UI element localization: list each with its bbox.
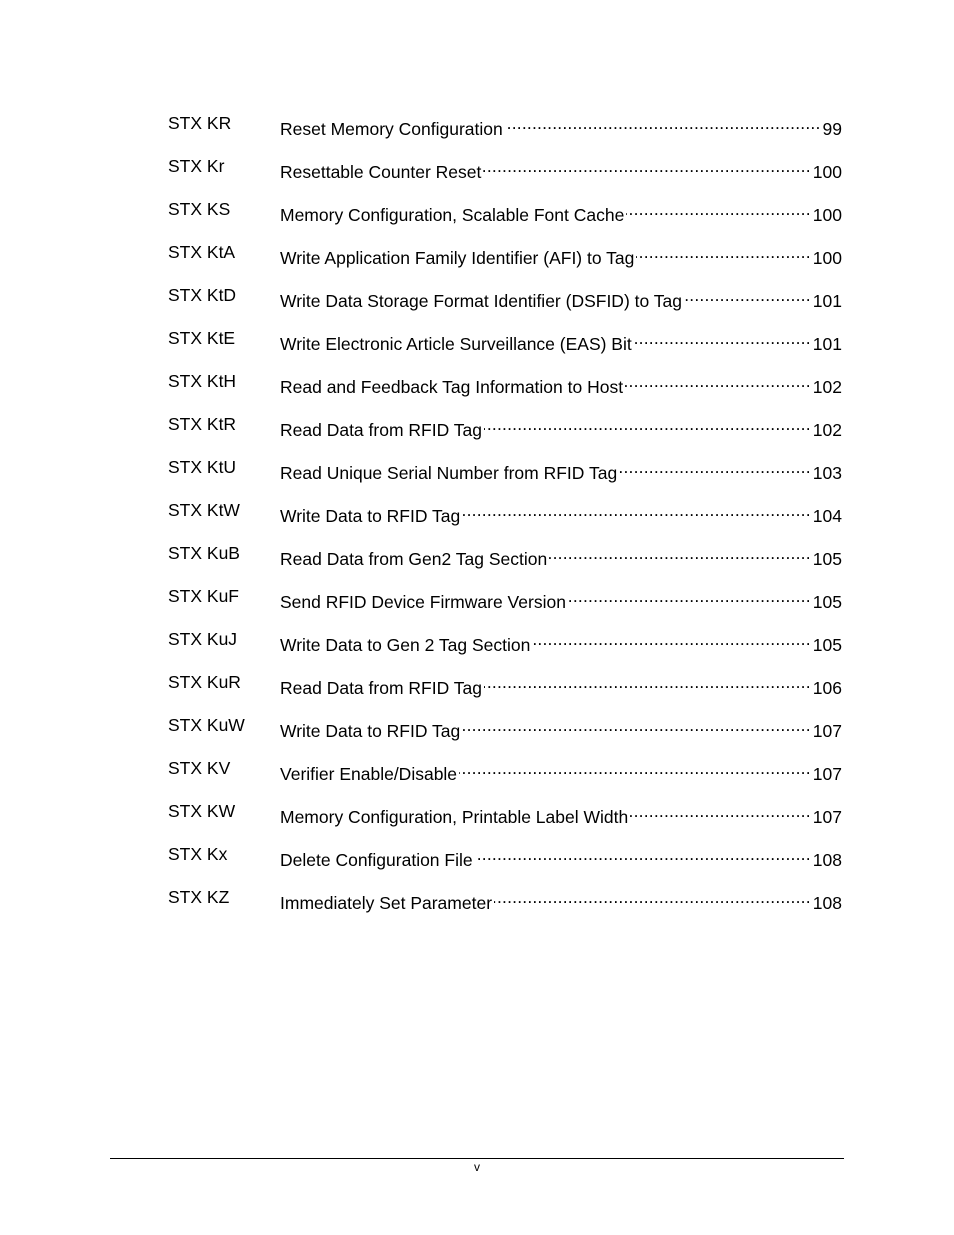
toc-page-number: 100 [812,162,842,182]
toc-row[interactable] [168,713,842,741]
toc-row[interactable] [168,584,842,612]
toc-entry-link[interactable] [280,197,842,227]
toc-entry-title: Delete Configuration File [280,850,473,870]
toc-page-number: 107 [812,721,842,741]
toc-row[interactable] [168,240,842,268]
toc-entry-title: Resettable Counter Reset [280,162,482,182]
dot-leader [483,154,810,178]
dot-leader [625,369,811,393]
toc-page-number: 101 [812,334,842,354]
toc-row[interactable] [168,885,842,913]
toc-page-number: 101 [812,291,842,311]
toc-command-code: STX KuJ [168,629,238,649]
footer-page-number: v [474,1160,480,1174]
toc-page-number: 108 [812,893,842,913]
toc-row[interactable] [168,842,842,870]
toc-command-code: STX KZ [168,887,230,907]
toc-command-code: STX KR [168,113,232,133]
toc-row[interactable] [168,412,842,440]
toc-page-number: 108 [812,850,842,870]
toc-entry-title: Memory Configuration, Printable Label Width [280,807,629,827]
dot-leader [505,111,821,135]
toc-entry-link[interactable] [280,154,842,184]
toc-page-number: 100 [812,205,842,225]
toc-command-code: STX KtA [168,242,236,262]
toc-entry-title: Send RFID Device Firmware Version [280,592,566,612]
toc-page-number: 99 [822,119,842,139]
toc-row[interactable] [168,627,842,655]
toc-command-code: STX KuR [168,672,241,692]
toc-row[interactable] [168,283,842,311]
toc-row[interactable] [168,455,842,483]
dot-leader [462,713,811,737]
toc-entry-link[interactable] [280,412,842,442]
toc-entry-link[interactable] [280,799,842,829]
dot-leader [532,627,810,651]
toc-entry-link[interactable] [280,713,842,743]
toc-row[interactable] [168,799,842,827]
toc-entry-link[interactable] [280,369,842,399]
toc-command-code: STX Kr [168,156,225,176]
toc-entry-link[interactable] [280,326,842,356]
toc-command-code: STX KtR [168,414,237,434]
toc-row[interactable] [168,197,842,225]
dot-leader [494,885,811,909]
toc-page-number: 107 [812,807,842,827]
toc-entry-link[interactable] [280,627,842,657]
dot-leader [459,756,811,780]
toc-page-number: 105 [812,549,842,569]
toc-entry-link[interactable] [280,541,842,571]
dot-leader [484,412,811,436]
toc-entry-link[interactable] [280,111,842,141]
toc-page-number: 105 [812,592,842,612]
dot-leader [634,326,811,350]
toc-entry-link[interactable] [280,756,842,786]
toc-entry-title: Read Unique Serial Number from RFID Tag [280,463,618,483]
dot-leader [475,842,811,866]
toc-row[interactable] [168,541,842,569]
toc-command-code: STX KuB [168,543,240,563]
dot-leader [684,283,811,307]
toc-entry-title: Write Data to RFID Tag [280,506,461,526]
toc-row[interactable] [168,326,842,354]
toc-entry-title: Memory Configuration, Scalable Font Cache [280,205,625,225]
toc-entry-link[interactable] [280,842,842,872]
toc-page-number: 103 [812,463,842,483]
toc-command-code: STX KuW [168,715,245,735]
toc-command-code: STX KtD [168,285,237,305]
toc-entry-link[interactable] [280,584,842,614]
toc-entry-title: Reset Memory Configuration [280,119,503,139]
toc-page-number: 107 [812,764,842,784]
toc-entry-title: Immediately Set Parameter [280,893,493,913]
toc-command-code: STX KuF [168,586,239,606]
dot-leader [549,541,811,565]
toc-command-code: STX KV [168,758,231,778]
toc-entry-title: Write Electronic Article Surveillance (EAS) Bit [280,334,632,354]
toc-entry-title: Write Data to RFID Tag [280,721,461,741]
toc-entry-title: Write Application Family Identifier (AFI) to Tag [280,248,635,268]
toc-row[interactable] [168,756,842,784]
toc-command-code: STX KtW [168,500,240,520]
toc-entry-title: Write Data to Gen 2 Tag Section [280,635,531,655]
toc-page-number: 106 [812,678,842,698]
toc-row[interactable] [168,369,842,397]
toc-command-code: STX Kx [168,844,228,864]
toc-command-code: STX KtU [168,457,237,477]
dot-leader [630,799,811,823]
toc-entry-title: Read Data from RFID Tag [280,420,482,440]
toc-page-number: 102 [812,420,842,440]
toc-command-code: STX KS [168,199,231,219]
dot-leader [619,455,811,479]
toc-row[interactable] [168,498,842,526]
toc-command-code: STX KtH [168,371,237,391]
toc-entry-title: Read and Feedback Tag Information to Host [280,377,624,397]
dot-leader [636,240,810,264]
toc-entry-link[interactable] [280,240,842,270]
toc-page-number: 102 [812,377,842,397]
toc-page-number: 100 [812,248,842,268]
toc-entry-title: Verifier Enable/Disable [280,764,458,784]
toc-entry-title: Read Data from RFID Tag [280,678,482,698]
toc-command-code: STX KW [168,801,236,821]
toc-entry-link[interactable] [280,670,842,700]
dot-leader [484,670,811,694]
toc-command-code: STX KtE [168,328,236,348]
toc-entry-link[interactable] [280,885,842,915]
toc-entry-link[interactable] [280,455,842,485]
dot-leader [462,498,811,522]
dot-leader [626,197,810,221]
toc-entry-title: Write Data Storage Format Identifier (DSFID) to Tag [280,291,682,311]
toc-page-number: 104 [812,506,842,526]
toc-entry-title: Read Data from Gen2 Tag Section [280,549,548,569]
toc-row[interactable] [168,670,842,698]
toc-row[interactable] [168,154,842,182]
dot-leader [568,584,811,608]
toc-page-number: 105 [812,635,842,655]
toc-row[interactable] [168,111,842,139]
toc-entry-link[interactable] [280,498,842,528]
toc-entry-link[interactable] [280,283,842,313]
